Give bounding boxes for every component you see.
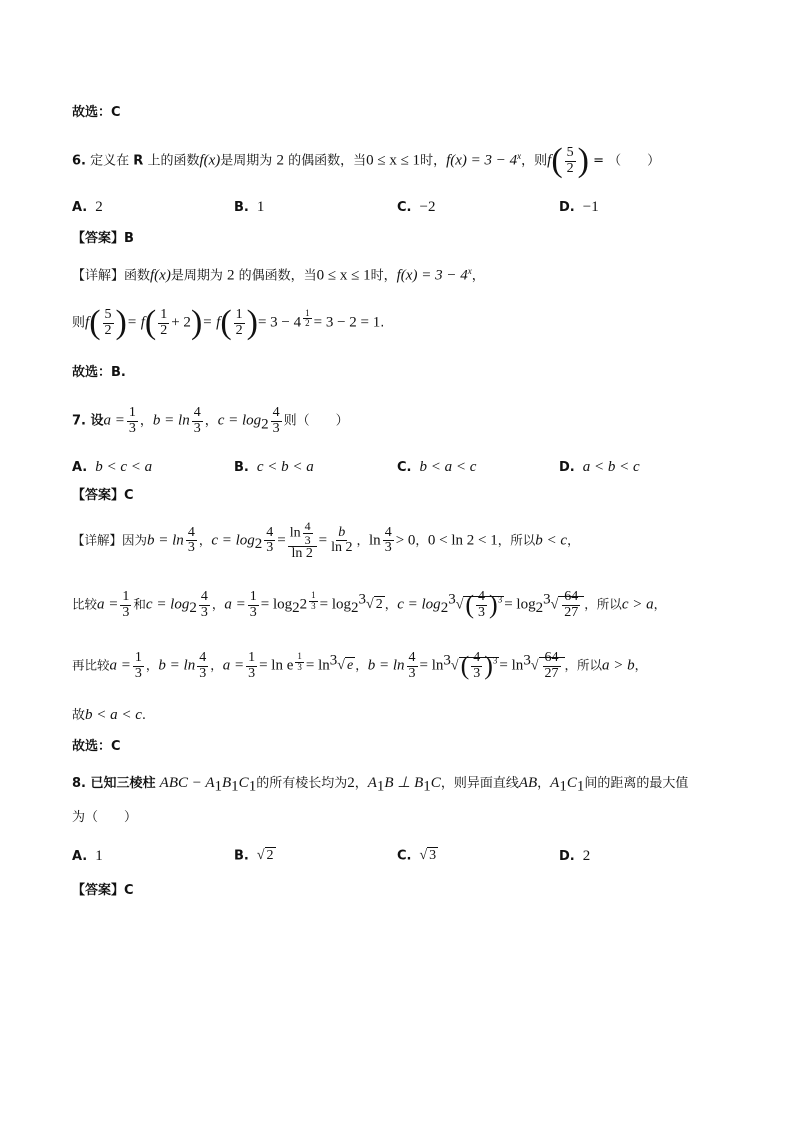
q6-R: R [133,153,144,169]
l7d-end: . [141,708,147,723]
det7c-root3: √ $\frac{64}{27}$ [531,651,565,681]
q8-text-a: 8. 已知三棱柱 [72,776,156,791]
q7-c: c = log [217,412,262,429]
det7b-expfrac [309,591,318,611]
q7-a: a = [103,412,125,429]
det7a-gt: > 0 [395,532,416,549]
det7a-innerfrac [303,520,313,546]
q8-s3: 1 [248,778,257,795]
det6-condition: 0 ≤ x ≤ 1 [316,267,371,284]
q7-tail: 则（ ） [283,413,349,429]
answer-6: 【答案】B [72,231,134,246]
det7b-c3: c = log [397,596,441,613]
det7b-d3d: 3 [478,604,486,620]
det7c-d3c: 3 [248,665,256,681]
q6-fraction [565,146,576,176]
det7b-root-index2: 3 [448,591,456,608]
q7-b: b = ln [152,412,190,429]
q6-blank: = （ ） [593,153,661,169]
q8-s6: 1 [559,778,567,795]
q7-option-a[interactable] [72,459,152,476]
det7b-c1: ， [211,596,225,612]
q6-exponent: x [517,151,522,162]
det7c-p3: 3 [492,655,498,666]
det7b-frac1 [120,590,131,620]
q8-b1: B [222,775,232,791]
q8-option-b[interactable] [234,848,276,864]
det7a-tail: ，所以 [497,532,536,548]
q8-opt-c-root: √ 3 [419,848,437,863]
q8-opt-d-value: 2 [582,848,591,864]
q8-perp2: B ⊥ B [384,775,424,791]
q6-opt-d-label: D. [559,200,575,215]
det7b-n64: 64 [564,589,579,604]
det6b-frac2 [158,308,169,338]
det6b-paren5: ( [220,304,232,341]
det7b-frac3 [248,590,259,620]
q6-opt-b-label: B. [234,200,249,215]
q6-text-e: 时， [420,153,447,169]
det6b-frac3 [234,308,245,338]
det7b-root2: √( $\frac{4}{3}$ )$^3$ [455,589,503,620]
q6-two: 2 [276,152,284,169]
det7c-a: a = [109,657,131,674]
det7c-root2-body: ( $\frac{4}{3}$ )$^3$ [460,650,498,681]
q7-d3: 3 [128,420,136,436]
det7b-eq2: = log [319,596,352,613]
det7b-en: 1 [311,590,316,601]
det7b-n1: 1 [122,589,130,604]
det7c-c3: ， [355,657,368,673]
det6b-d2c: 2 [235,322,243,338]
det6-exponent: x [467,266,472,276]
det7c-d27: 27 [544,665,559,681]
det7a-d3d: 3 [384,540,392,556]
det7b-sub3: 2 [351,600,359,617]
det7b-eq3: = log [504,596,536,613]
det7b-root: √ 2 [366,597,383,613]
det7b-sub4: 2 [440,600,449,617]
det7a-b: b = ln [147,532,184,549]
det7a-d3: 3 [187,540,195,556]
det7c-eq4: = ln [499,657,524,674]
q7-number: 7. 设 [72,413,104,429]
det7c-tail: ，所以 [564,657,603,673]
det7b-frac2 [199,590,210,620]
q8-ac2: C [566,775,577,791]
det6b-paren3: ( [144,304,157,341]
q6-den: 2 [566,160,574,176]
q8-perp3: C [430,775,441,791]
det7a-frac4 [383,526,394,556]
answer-line-7: 故选：C [72,739,121,754]
det7b-frac5 [562,590,580,620]
det7b-c2: ， [384,596,398,612]
question-8-line1 [72,776,688,795]
q7-d3b: 3 [193,420,201,436]
q7-opt-d-label: D. [559,460,575,475]
det6b-paren2: ) [115,304,127,341]
detail-7-conclusion [72,708,146,723]
det6-text-e: ， [471,268,485,284]
det6-fx: f(x) [150,267,171,284]
det7a-ln3: ln [369,532,381,549]
q8-option-a[interactable] [72,848,103,865]
det6b-d2: 2 [104,322,112,338]
det6b-exp-frac [303,309,312,329]
q7-n4: 4 [193,405,201,420]
det7c-end: ， [634,657,648,673]
det7c-n1: 1 [134,650,142,665]
q8-text-b: 的所有棱长均为 [256,776,348,791]
det7a-c3: ， [415,532,428,548]
det6-text-c: 的偶函数，当 [238,268,317,284]
q8-opt-a-value: 1 [95,848,103,864]
q7-option-b[interactable] [234,459,314,476]
det6b-f2: = f [126,314,145,331]
q8-s2: 1 [231,778,239,795]
det7c-frac2 [197,651,208,681]
det7b-root-index: 3 [358,591,367,608]
q8-s5: 1 [423,778,431,795]
det7c-n4d: 4 [473,650,481,665]
answer-7: 【答案】C [72,488,134,503]
q7-opt-b-value: c < b < a [256,459,314,475]
q7-opt-b-label: B. [234,460,249,475]
det7b-d3c: 3 [249,604,257,620]
q6-option-d[interactable] [559,199,599,216]
det7b-ed: 3 [311,600,316,611]
q7-opt-c-value: b < a < c [419,459,477,475]
det7b-sub: 2 [189,600,197,617]
det7c-eq2: = ln [305,657,330,674]
q6-fx: f(x) [199,152,221,169]
q8-text-c: ，则异面直线 [440,776,519,791]
det6b-n1: 1 [160,306,168,322]
det7b-d3: 3 [122,604,130,620]
q8-ab: AB [518,775,538,791]
answer-8: 【答案】C [72,883,134,898]
q6-option-b[interactable] [234,199,264,216]
det6b-f1: f [85,314,90,331]
q6-text-a: 定义在 [90,153,130,169]
q8-opt-c-value: 3 [429,848,437,863]
det7a-bigfrac-num [288,520,317,547]
det6-text-a: 【详解】函数 [72,268,151,284]
det7c-expfrac [295,652,304,672]
q8-opt-b-value: 2 [266,848,274,863]
det7c-b2: b = ln [367,657,405,674]
det7c-ed: 3 [297,661,302,672]
question-7 [72,406,349,436]
det7b-n4c: 4 [478,589,486,604]
det6b-frac1 [103,308,114,338]
det7a-res: b < c [535,532,568,549]
q7-n4b: 4 [272,405,280,420]
q8-abc: ABC − A [159,775,215,791]
q6-paren-open: ( [551,142,563,179]
detail-6 [72,267,485,283]
detail-7-b [72,590,666,620]
q7-option-d[interactable] [559,459,640,476]
q7-opt-d-value: a < b < c [582,459,640,475]
q7-sub: 2 [261,416,269,433]
det7c-re: e [346,658,354,674]
det7c-frac6 [543,651,561,681]
det7a-frac2 [264,526,275,556]
det6b-pre: 则 [72,315,86,331]
det6b-plus: + 2 [171,314,191,331]
q7-frac3 [271,406,282,436]
question-8-line2: 为（ ） [72,810,138,825]
q7-comma2: ， [204,413,218,429]
det6b-paren4: ) [190,304,203,341]
det7a-bb: b [338,524,346,540]
det7b-p3: 3 [497,594,503,605]
answer-line-6: 故选：B. [72,365,126,380]
det7b-sub2: 2 [292,600,300,617]
det7c-d3e: 3 [473,665,481,681]
det7c-root: √ e [337,658,354,674]
det7a-ln: ln [289,525,301,541]
det7a-bfrac [329,526,354,556]
det6b-f3: = f [202,314,221,331]
q8-opt-b-root: √ 2 [256,848,274,863]
q7-comma1: ， [139,413,153,429]
det7c-a2: a = [222,657,245,674]
q6-text-b: 上的函数 [147,153,200,169]
q6-opt-a-value: 2 [95,199,103,215]
det6-text-d: 时， [370,268,397,284]
det7a-sub: 2 [254,535,263,552]
det6-two: 2 [227,267,235,284]
det6b-paren1: ( [89,304,101,341]
q6-option-c[interactable] [397,199,435,216]
det7c-c2: ， [210,657,223,673]
q7-frac2 [192,406,203,436]
q8-option-d[interactable] [559,848,590,865]
det6-function: f(x) = 3 − 4 [396,267,468,284]
det7b-n1b: 1 [249,589,257,604]
det7b-r2: 2 [375,597,383,613]
question-6 [72,144,660,178]
q7-opt-a-label: A. [72,460,88,475]
q8-opt-d-label: D. [559,849,575,864]
q8-comma: ， [354,776,368,791]
q8-s7: 1 [576,778,585,795]
det7a-end: ， [567,532,580,548]
det7c-frac4 [407,651,418,681]
det7a-c2: ， [356,532,370,548]
q6-opt-c-label: C. [397,200,412,215]
q8-perp: A [367,775,377,791]
det7c-root2: √( $\frac{4}{3}$ )$^3$ [450,650,498,681]
det7c-n64: 64 [544,650,559,665]
q8-s1: 1 [214,778,222,795]
det7b-a2: a = [224,596,246,613]
det7c-n1b: 1 [248,650,256,665]
det7b-res: c > a [621,596,654,613]
det7b-root2-body: ( $\frac{4}{3}$ )$^3$ [465,589,503,620]
det7a-n4c: 4 [304,519,311,533]
q7-option-c[interactable] [397,459,476,476]
det7c-frac1 [133,651,144,681]
q8-option-c[interactable] [397,848,438,864]
q6-opt-c-value: −2 [419,199,436,215]
det7a-d3c: 3 [304,532,311,547]
det7a-range: 0 < ln 2 < 1 [427,532,498,549]
det7b-c: c = log [145,596,190,613]
det7a-c: c = log [211,532,255,549]
det6b-tail2: = 3 − 2 = 1 [313,314,381,331]
detail-6-calc [72,306,384,340]
q6-num: 5 [566,144,574,160]
det7c-d3d: 3 [408,665,416,681]
det7a-eq2: = [318,532,328,549]
q6-text-c: 是周期为 [220,153,273,169]
det7a-n4: 4 [187,524,195,540]
q7-opt-a-value: b < c < a [95,459,153,475]
det7c-n4c: 4 [408,650,416,665]
q7-d3c: 3 [272,420,280,436]
q6-text-d: 的偶函数，当 [288,153,367,169]
det7b-a: a = [97,596,119,613]
det7b-frac4 [476,590,487,620]
det7b-root-index3: 3 [543,591,551,608]
det6b-dot: . [380,315,385,331]
q6-condition: 0 ≤ x ≤ 1 [366,152,421,169]
det7c-root3-body [539,650,565,681]
det6b-en: 1 [305,307,310,318]
det7c-eq3: = ln [419,657,444,674]
q6-opt-b-value: 1 [256,199,265,215]
q7-frac1 [127,406,138,436]
q6-function: f(x) = 3 − 4 [446,152,518,169]
det7c-d3b: 3 [199,665,207,681]
det6b-paren6: ) [246,304,258,341]
det7b-n4: 4 [200,589,208,604]
q6-option-a[interactable] [72,199,103,216]
det6b-ed: 2 [305,318,310,329]
det7b-root3: √ $\frac{64}{27}$ [551,590,585,620]
det7b-tail: ，所以 [584,596,622,612]
det7a-ln2b: ln 2 [331,540,353,556]
det7a-eq1: = [277,532,286,549]
det7b-d27: 27 [564,604,579,620]
det7b-d3b: 3 [200,604,208,620]
q7-n1: 1 [128,405,136,420]
det7b-and: 和 [133,596,146,612]
l7d-pre: 故 [72,708,86,723]
det7c-n4: 4 [199,650,207,665]
q8-two: 2 [347,775,355,791]
det7c-eq: = ln e [259,657,294,674]
det7c-pre: 再比较 [72,657,110,673]
det7b-end: ， [653,596,667,612]
q8-comma2: ， [537,776,551,791]
q8-opt-a-label: A. [72,849,88,864]
det7c-frac3 [246,651,257,681]
det7c-res: a > b [602,657,635,674]
det7a-d3b: 3 [266,540,274,556]
q6-text-g: ，则 [521,153,548,169]
det7a-c1: ， [198,532,212,548]
q6-f: f [547,152,552,169]
det7b-eq: = log [260,596,293,613]
det6b-n1b: 1 [235,306,243,322]
det7c-b: b = ln [158,657,196,674]
det7c-en: 1 [297,651,302,662]
det7b-sub5: 2 [535,600,544,617]
q6-opt-d-value: −1 [582,199,599,215]
det7a-frac1 [186,526,197,556]
det7b-root3-body [558,589,584,620]
q8-opt-b-label: B. [234,848,249,864]
det7a-pre: 【详解】因为 [72,532,148,548]
q6-opt-a-label: A. [72,200,88,215]
det7b-two: 2 [299,596,308,613]
q8-opt-c-label: C. [397,848,412,864]
det6b-n5: 5 [104,306,112,322]
q8-c1: C [238,775,249,791]
q8-text-d: 间的距离的最大值 [584,776,689,791]
det7c-c1: ， [145,657,159,673]
det7a-n4d: 4 [384,524,392,540]
det7a-bigfrac [288,520,317,562]
q8-ac: A [550,775,560,791]
det6b-tail: = 3 − 4 [257,314,302,331]
det6b-d2b: 2 [160,322,168,338]
q6-paren-close: ) [577,142,589,179]
l7d-res: b < a < c [85,707,142,723]
det7c-root-index2: 3 [443,652,451,669]
det7a-ln2: ln 2 [291,546,313,562]
det7c-root-index3: 3 [523,652,531,669]
det7c-frac5 [471,651,482,681]
det7a-n4b: 4 [266,524,274,540]
det6-text-b: 是周期为 [170,268,223,284]
det7b-pre: 比较 [72,596,98,612]
det7c-d3: 3 [134,665,142,681]
det7c-root-index: 3 [329,652,338,669]
q7-opt-c-label: C. [397,460,412,475]
detail-7-a [72,520,580,562]
answer-line-5: 故选：C [72,105,121,120]
detail-7-c [72,651,647,681]
q8-s4: 1 [376,778,385,795]
q6-number: 6. [72,153,86,169]
